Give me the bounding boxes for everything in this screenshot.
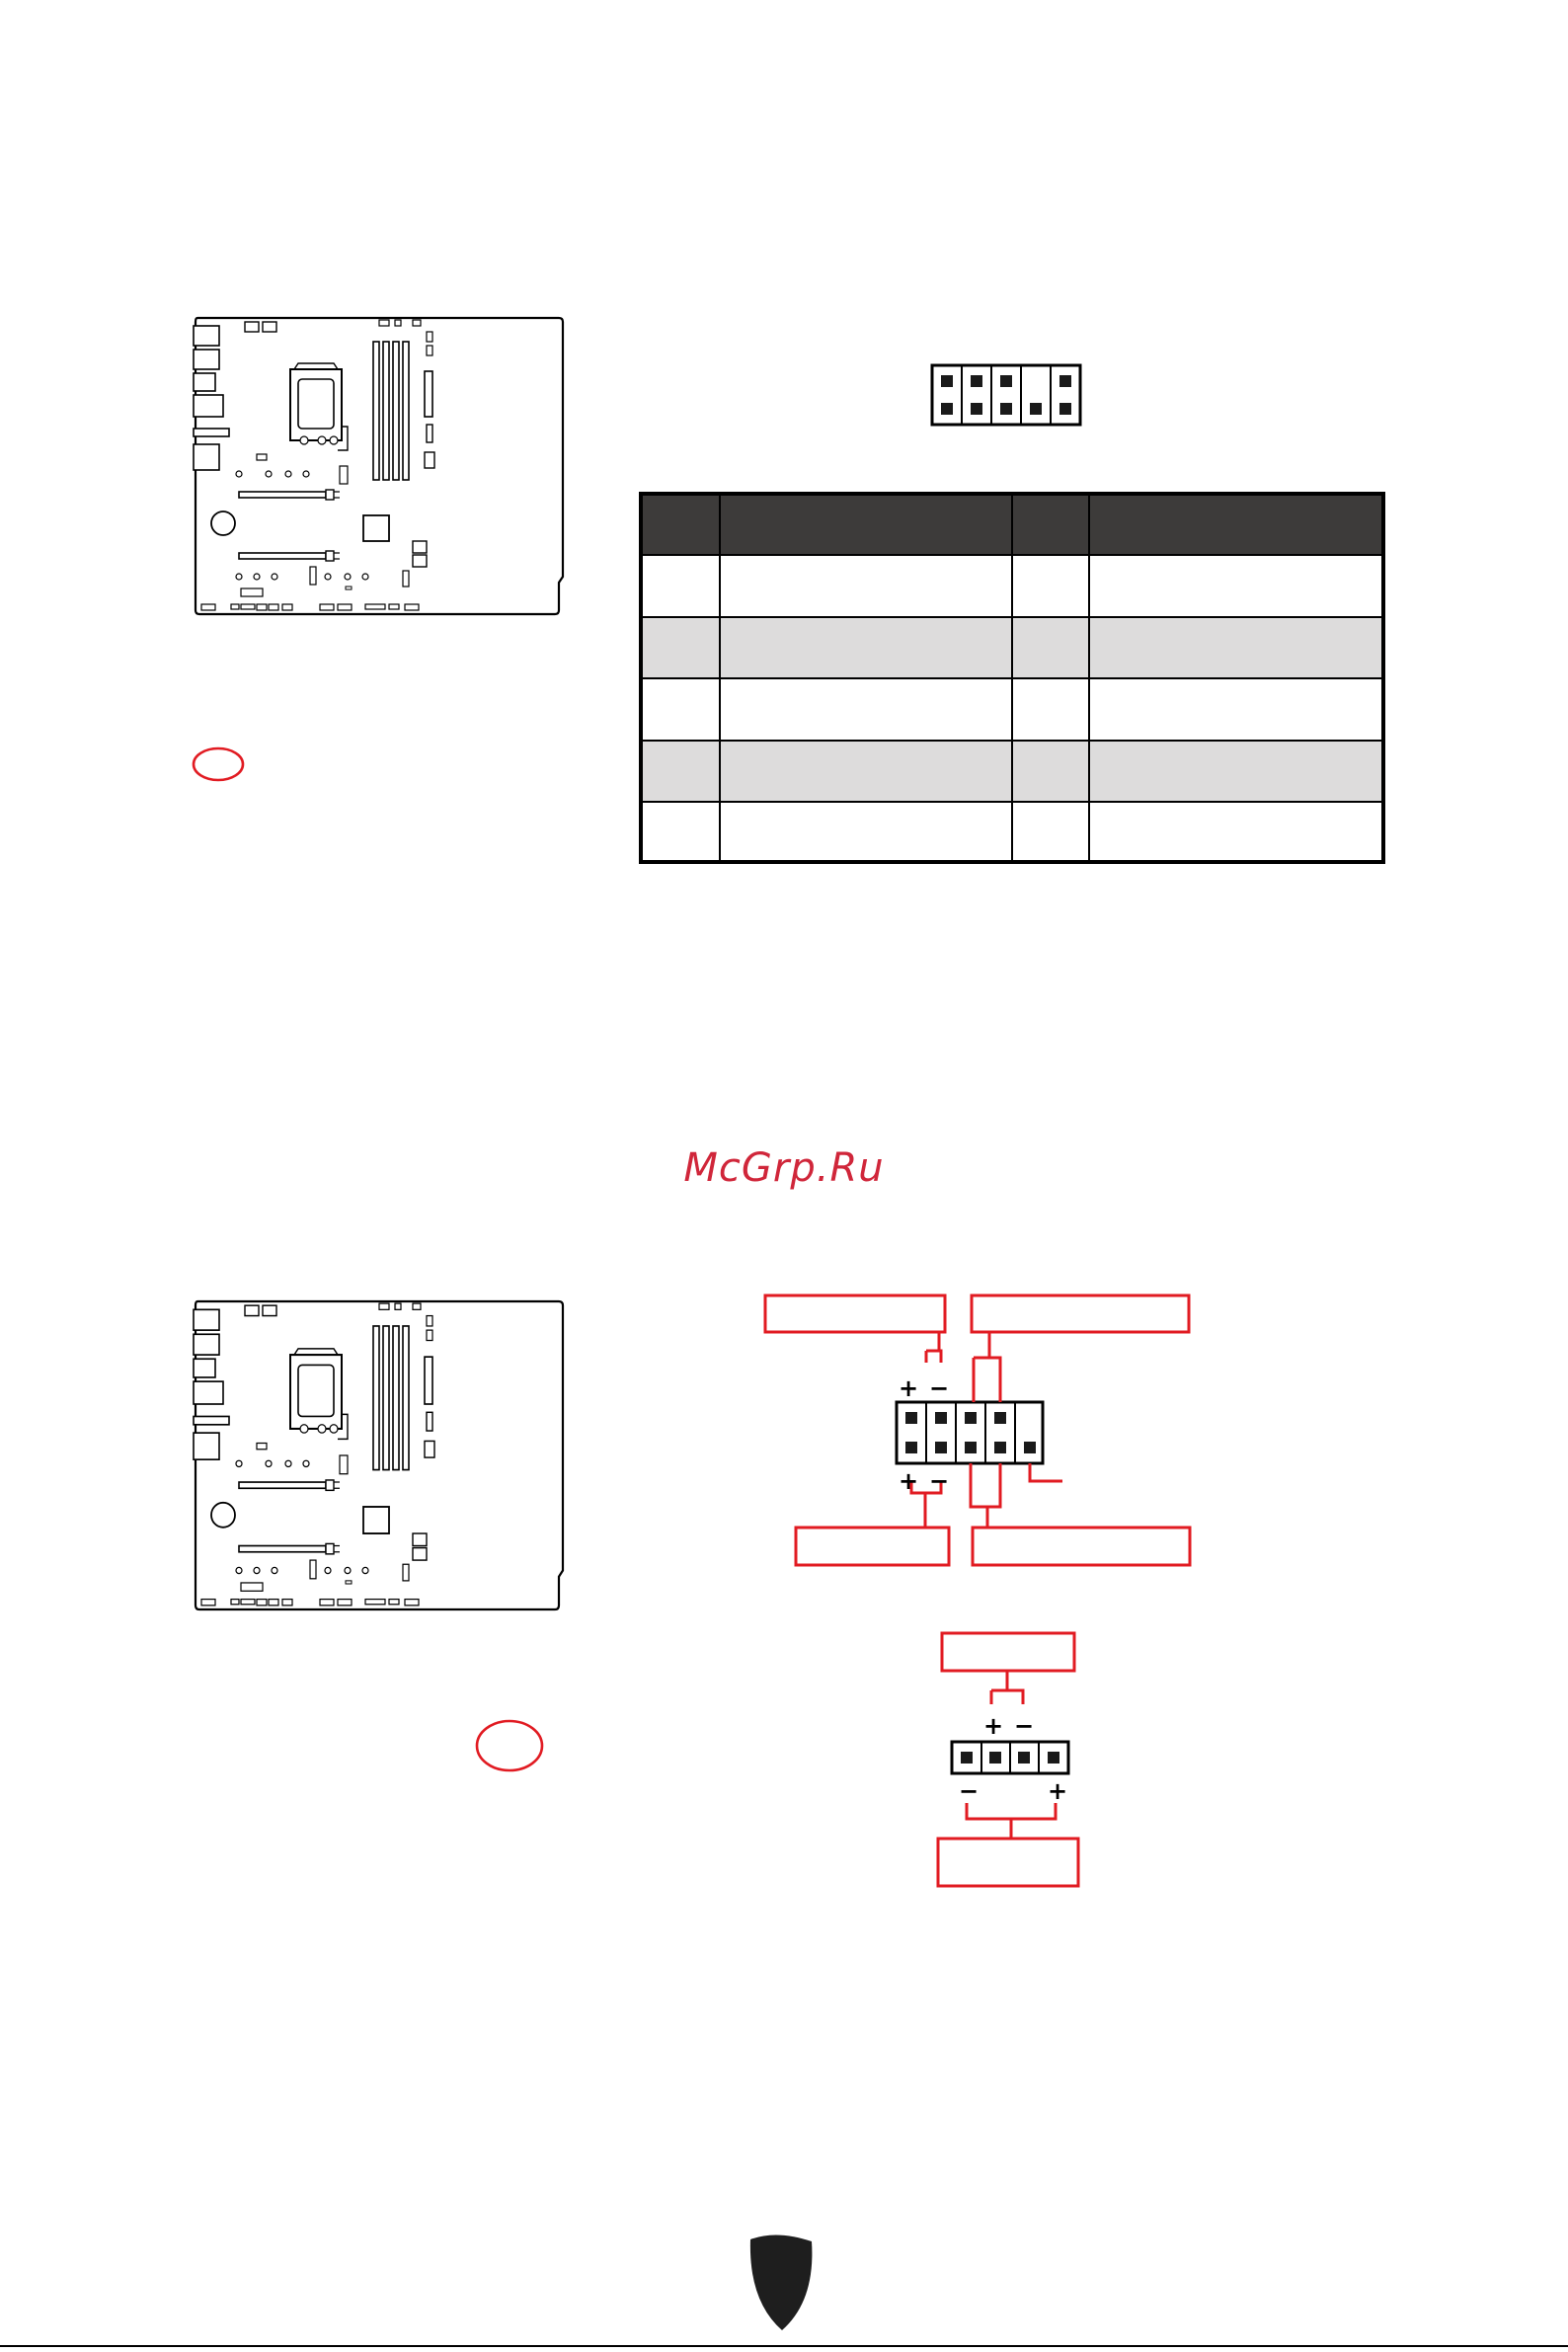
minus-sign-1: − — [928, 1374, 950, 1402]
plus-sign-3: + — [982, 1712, 1004, 1740]
plus-sign-4: + — [1047, 1777, 1068, 1805]
label-box-4pin-bottom — [938, 1839, 1078, 1886]
pin-definition-table — [641, 494, 1383, 862]
pin-header-10 — [932, 365, 1080, 425]
minus-sign-4: − — [958, 1777, 980, 1805]
minus-sign-2: − — [928, 1467, 950, 1495]
label-box-bottom-right — [973, 1528, 1190, 1565]
plus-sign-1: + — [898, 1374, 919, 1402]
minus-sign-3: − — [1013, 1712, 1035, 1740]
pin-header-4 — [952, 1742, 1068, 1773]
motherboard-diagram-top — [194, 318, 563, 614]
label-box-bottom-left — [796, 1528, 949, 1565]
watermark-text: McGrp.Ru — [683, 1145, 885, 1191]
label-box-top-left — [765, 1295, 945, 1332]
front-panel-header — [897, 1402, 1043, 1463]
shield-logo-icon — [750, 2234, 813, 2330]
plus-sign-2: + — [898, 1467, 919, 1495]
motherboard-diagram-bottom — [194, 1301, 563, 1609]
label-box-4pin-top — [942, 1633, 1074, 1671]
highlight-circle-bottom — [477, 1721, 542, 1770]
label-box-top-right — [972, 1295, 1189, 1332]
highlight-circle-top — [194, 748, 243, 780]
